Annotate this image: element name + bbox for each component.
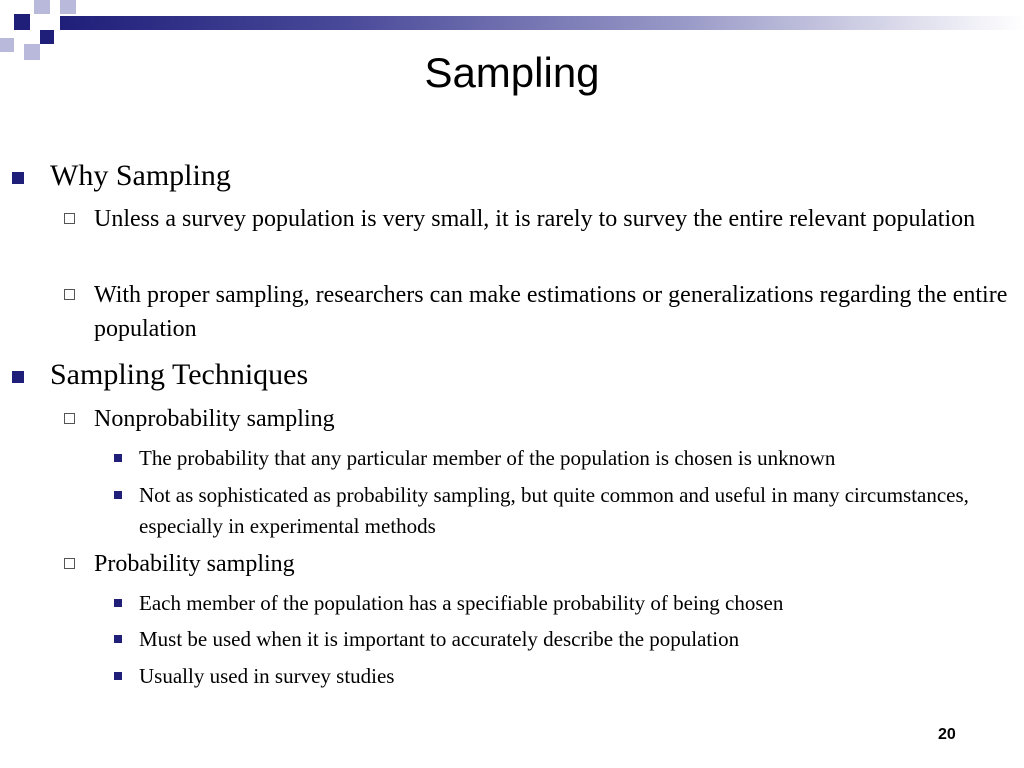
header-square-dark [14, 14, 30, 30]
header-square-light [34, 0, 50, 14]
level3-bullet-icon [114, 672, 122, 680]
level3-bullet-icon [114, 491, 122, 499]
point-prob-1: Each member of the population has a specifiable probability of being chosen [139, 591, 784, 615]
point-nonprob-2: Not as sophisticated as probability sampling, but quite common and useful in many circumstances, especially in experimental methods [139, 483, 969, 538]
point-prob-3: Usually used in survey studies [139, 664, 395, 688]
point-why-1: Unless a survey population is very small, it is rarely to survey the entire relevant population [94, 206, 976, 232]
point-why-2: With proper sampling, researchers can make estimations or generalizations regarding the entire population [94, 282, 1008, 342]
header-gradient-bar [60, 16, 1024, 30]
slide-title: Sampling [424, 49, 600, 96]
level3-bullet-icon [114, 635, 122, 643]
heading-why-sampling: Why Sampling [50, 159, 231, 192]
page-number: 20 [938, 726, 956, 743]
label-probability: Probability sampling [94, 551, 295, 577]
heading-sampling-techniques: Sampling Techniques [50, 358, 309, 391]
level2-bullet-icon [64, 558, 75, 569]
level3-bullet-icon [114, 599, 122, 607]
point-prob-2: Must be used when it is important to accurately describe the population [139, 627, 740, 651]
level3-bullet-icon [114, 454, 122, 462]
header-square-dark [40, 30, 54, 44]
header-square-light [60, 0, 76, 14]
label-nonprobability: Nonprobability sampling [94, 406, 335, 432]
point-nonprob-1: The probability that any particular member of the population is chosen is unknown [139, 446, 836, 470]
level2-bullet-icon [64, 289, 75, 300]
level2-bullet-icon [64, 413, 75, 424]
level2-bullet-icon [64, 213, 75, 224]
level1-bullet-icon [12, 371, 24, 383]
level1-bullet-icon [12, 172, 24, 184]
